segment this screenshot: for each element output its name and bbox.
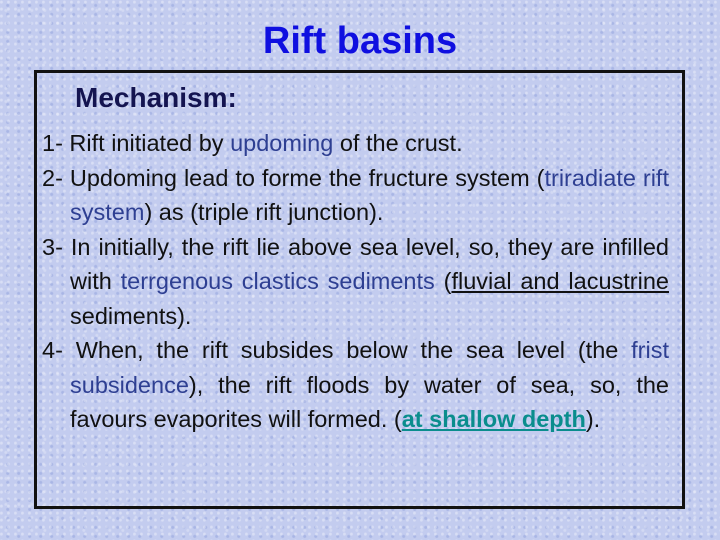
item-1-text-end: of the crust. (333, 130, 463, 156)
item-3-text-start: 3- In initially, the rift lie above sea level, so, they are infilled with (42, 233, 669, 294)
item-3-text-mid: ( (434, 268, 452, 294)
list-item-4 (42, 333, 669, 437)
item-4-text-start: 4- When, the rift subsides below the sea level (the (42, 337, 632, 363)
item-3-text-end: sediments). (70, 302, 192, 329)
section-heading: Mechanism: (75, 82, 237, 113)
list-item-3 (42, 230, 669, 334)
item-2-text-start: 2- Updoming lead to forme the fructure system ( (42, 164, 545, 191)
term-triradiate-rift-system: triradiate rift system (70, 164, 669, 225)
item-2-text-end: ) as (triple rift junction). (144, 199, 384, 225)
item-4-text-end: ). (585, 406, 601, 432)
item-1-text-start: 1- Rift initiated by (42, 130, 231, 156)
link-at-shallow-depth[interactable]: at shallow depth (401, 406, 586, 432)
term-updoming: updoming (230, 130, 334, 156)
slide-title: Rift basins (262, 20, 458, 62)
term-terrgenous-clastics: terrgenous clastics sediments (120, 268, 435, 294)
term-frist-subsidence: frist subsidence (70, 337, 669, 398)
item-4-text-mid: ), the rift floods by water of sea, so, the favours evaporites will formed. ( (70, 371, 669, 432)
term-fluvial-lacustrine: fluvial and lacustrine (451, 268, 669, 294)
mechanism-list (42, 126, 669, 437)
list-item-2 (42, 161, 669, 230)
list-item-1 (42, 126, 669, 161)
